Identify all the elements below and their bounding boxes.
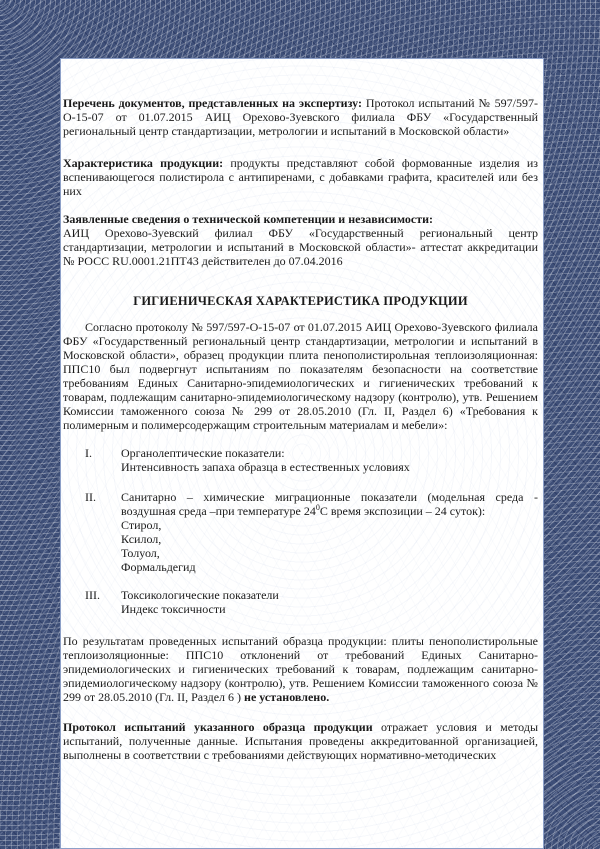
conclusion-paragraph <box>63 634 538 704</box>
test-item-1 <box>63 446 538 474</box>
test-body <box>121 446 538 474</box>
degree-sup: 0 <box>315 503 320 512</box>
document-body <box>63 96 538 762</box>
product-text: продукты представляют собой формованные изделия из вспенивающегося полистирола с антипиренами, с добавками графита, красителей или без них <box>63 156 539 198</box>
test-line: Интенсивность запаха образца в естественных условиях <box>121 460 410 474</box>
conclusion-verdict: не установлено. <box>244 690 330 704</box>
intro-paragraph: Согласно протоколу № 597/597-О-15-07 от 01.07.2015 АИЦ Орехово-Зуевского филиала ФБУ «Государственный региональный центр стандартизации, метрологии и испытаний в Московской области», образец продукции плита пенополистирольная теплоизоляционная: ППС10 был подвергнут испытаниям по показателям безопасности на соответствие требованиям Единых Санитарно-эпидемиологических и гигиенических требований к товарам, подлежащим санитарно-эпидемиологическому надзору (контролю), утв. Решением Комиссии таможенного союза № 299 от 28.05.2010 (Гл. II, Раздел 6) «Требования к полимерным и полимерсодержащим строительным материалам и мебели»: <box>63 320 538 432</box>
test-title: Токсикологические показатели <box>121 588 279 602</box>
test-item-3 <box>63 588 538 616</box>
protocol-text: отражает условия и методы испытаний, полученные данные. Испытания проведены аккредитованной организацией, выполнены в соответствии с требованиями действующих нормативно-методических <box>63 720 539 762</box>
test-line: Толуол, <box>121 546 160 560</box>
documents-label: Перечень документов, представленных на экспертизу: <box>63 96 362 110</box>
test-line: Стирол, <box>121 518 162 532</box>
test-item-2 <box>63 490 538 574</box>
protocol-label: Протокол испытаний указанного образца продукции <box>63 720 373 734</box>
product-section <box>63 156 538 198</box>
test-number: II. <box>85 490 96 504</box>
conclusion-text: По результатам проведенных испытаний образца продукции: плиты пенополистирольные теплоизоляционные: ППС10 отклонений от требований Единых Санитарно-эпидемиологических и гигиенических требований к товарам, подлежащим санитарно-эпидемиологическому надзору (контролю), утв. Решением Комиссии таможенного союза № 299 от 28.05.2010 (Гл. II, Раздел 6 ) <box>63 634 538 704</box>
test-line: Ксилол, <box>121 532 162 546</box>
product-label: Характеристика продукции: <box>63 156 224 170</box>
documents-section <box>63 96 538 138</box>
test-body <box>121 490 538 574</box>
section-title: ГИГИЕНИЧЕСКАЯ ХАРАКТЕРИСТИКА ПРОДУКЦИИ <box>133 294 468 308</box>
test-body <box>121 588 538 616</box>
competence-text: АИЦ Орехово-Зуевский филиал ФБУ «Государственный региональный центр стандартизации, метрологии и испытаний в Московской области»- аттестат аккредитации № РОСС RU.0001.21ПТ43 действителен до 07.04.2016 <box>63 226 538 268</box>
protocol-paragraph <box>63 720 538 762</box>
test-line: Индекс токсичности <box>121 602 226 616</box>
test-line: Формальдегид <box>121 560 196 574</box>
test-number: III. <box>85 588 100 602</box>
documents-text: Протокол испытаний № 597/597-О-15-07 от 01.07.2015 АИЦ Орехово-Зуевского филиала ФБУ «Государственный региональный центр стандартизации, метрологии и испытаний в Московской области» <box>63 96 538 138</box>
test-title-pre: Санитарно – химические миграционные показатели (модельная среда - воздушная среда –при температуре 24 <box>121 490 538 518</box>
test-title-post: С время экспозиции – 24 суток): <box>319 504 486 518</box>
test-number: I. <box>85 446 92 460</box>
test-title <box>121 490 538 518</box>
competence-label: Заявленные сведения о технической компетенции и независимости: <box>63 212 434 226</box>
test-title: Органолептические показатели: <box>121 446 285 460</box>
competence-section <box>63 212 538 268</box>
